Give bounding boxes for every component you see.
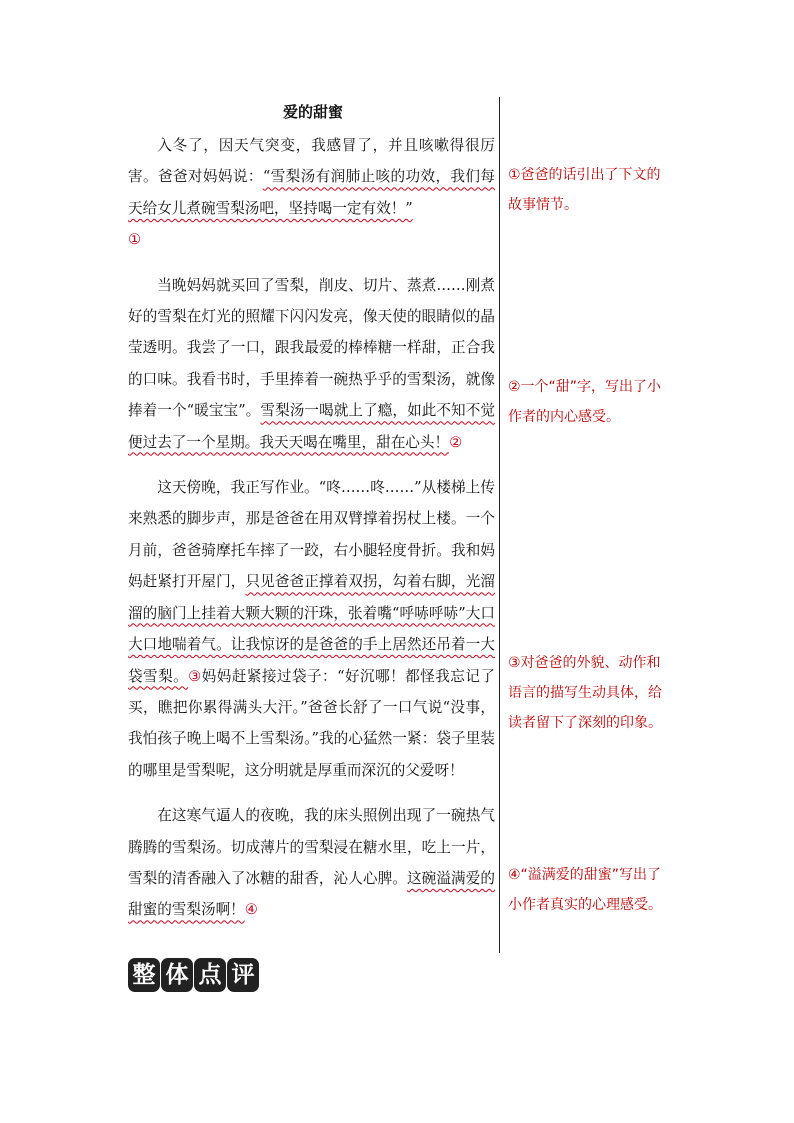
paragraph-4 bbox=[128, 800, 495, 926]
annotation-1: ①爸爸的话引出了下文的故事情节。 bbox=[508, 167, 661, 213]
p3-text-after: 妈妈赶紧接过袋子：“好沉哪！都怪我忘记了买，瞧把你累得满头大汗。”爸爸长舒了一口气说“没事，我怕孩子晚上喝不上雪梨汤。”我的心猛然一紧：袋子里装的哪里是雪梨呢，这分明就是厚重而深沉的父爱呀！ bbox=[128, 667, 495, 779]
overall-review-heading bbox=[128, 958, 259, 992]
p4-text: 在这寒气逼人的夜晚，我的床头照例出现了一碗热气腾腾的雪梨汤。切成薄片的雪梨浸在糖水里，吃上一片，雪梨的清香融入了冰糖的甜香，沁人心脾。 bbox=[128, 807, 495, 887]
paragraph-3 bbox=[128, 472, 495, 786]
p1-underlined: “雪梨汤有润肺止咳的功效，我们每天给女儿煮碗雪梨汤吧，坚持喝一定有效！” bbox=[128, 168, 495, 217]
paragraph-2 bbox=[128, 270, 495, 458]
p1-text: 入冬了，因天气突变，我感冒了，并且咳嗽得很厉害。爸爸对妈妈说： bbox=[128, 137, 495, 186]
p3-underlined: 只见爸爸正撑着双拐，勾着右脚，光溜溜的脑门上挂着大颗大颗的汗珠，张着嘴“呼哧呼哧”大口大口地喘着气。让我惊讶的是爸爸的手上居然还吊着一大袋雪梨。 bbox=[128, 573, 495, 685]
p1-mark: ① bbox=[128, 231, 142, 249]
summary-char-1: 整 bbox=[128, 958, 160, 992]
p4-mark: ④ bbox=[244, 901, 258, 919]
annotation-4: ④“溢满爱的甜蜜”写出了小作者真实的心理感受。 bbox=[508, 867, 662, 913]
annotation-2: ②一个“甜”字，写出了小作者的内心感受。 bbox=[508, 379, 662, 425]
column-divider bbox=[499, 97, 500, 953]
p4-underlined: 这碗溢满爱的甜蜜的雪梨汤啊！ bbox=[128, 869, 495, 919]
summary-char-2: 体 bbox=[161, 958, 193, 992]
p3-mark: ③ bbox=[188, 667, 202, 685]
annotation-3: ③对爸爸的外貌、动作和语言的描写生动具体，给读者留下了深刻的印象。 bbox=[508, 655, 662, 731]
paragraph-1 bbox=[128, 130, 495, 256]
p2-underlined: 雪梨汤一喝就上了瘾，如此不知不觉便过去了一个星期。我天天喝在嘴里，甜在心头！ bbox=[128, 402, 495, 451]
p3-text: 这天傍晚，我正写作业。“咚……咚……”从楼梯上传来熟悉的脚步声，那是爸爸在用双臂撑着拐杖上楼。一个月前，爸爸骑摩托车摔了一跤，右小腿轻度骨折。我和妈妈赶紧打开屋门， bbox=[128, 479, 495, 591]
p2-mark: ② bbox=[449, 433, 463, 451]
summary-char-4: 评 bbox=[227, 958, 259, 992]
essay-body bbox=[128, 130, 495, 926]
essay-title: 爱的甜蜜 bbox=[282, 103, 343, 121]
p2-text: 当晚妈妈就买回了雪梨，削皮、切片、蒸煮……刚煮好的雪梨在灯光的照耀下闪闪发亮，像天使的眼睛似的晶莹透明。我尝了一口，跟我最爱的棒棒糖一样甜，正合我的口味。我看书时，手里捧着一碗热乎乎的雪梨汤，就像捧着一个“暖宝宝”。 bbox=[128, 276, 495, 420]
summary-char-3: 点 bbox=[194, 958, 226, 992]
